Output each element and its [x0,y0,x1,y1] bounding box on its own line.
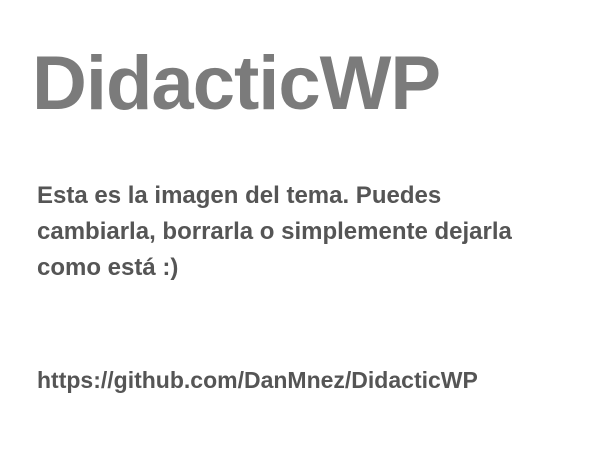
theme-description: Esta es la imagen del tema. Puedes cambiarla, borrarla o simplemente dejarla como está :) [37,182,512,281]
repository-url: https://github.com/DanMnez/DidacticWP [37,367,478,393]
theme-title: DidacticWP [32,41,441,126]
